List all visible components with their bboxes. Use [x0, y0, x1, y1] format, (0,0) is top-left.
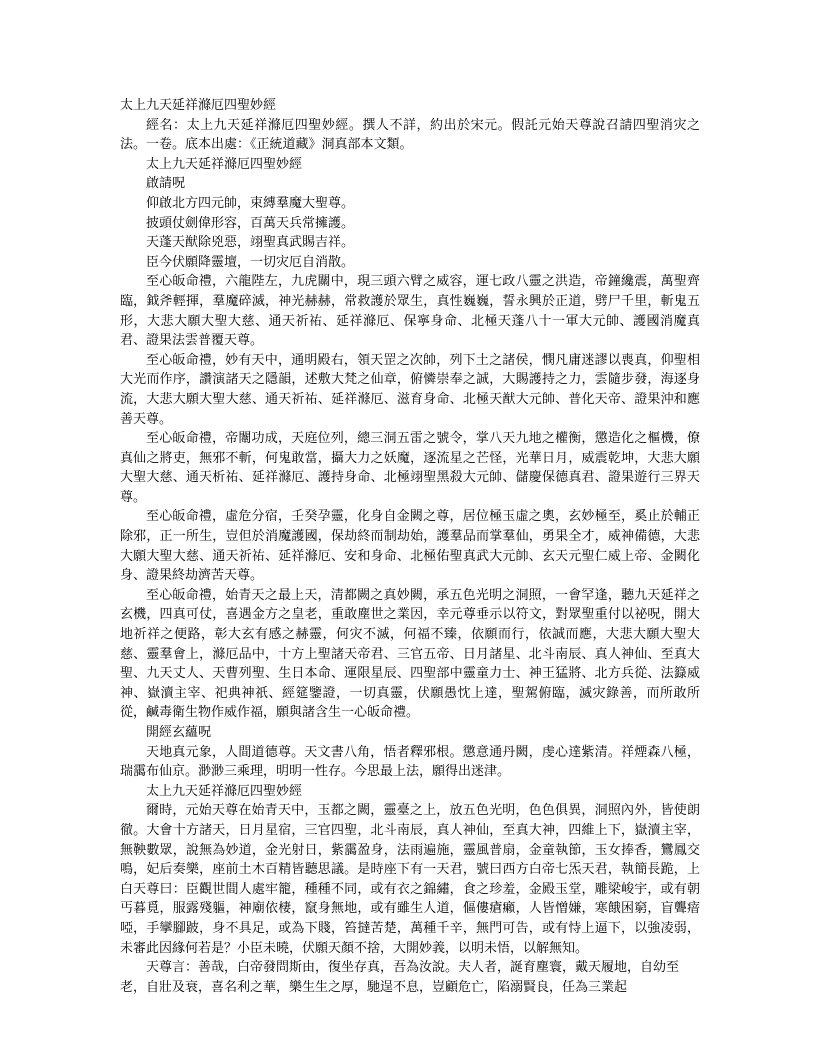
invocation-verse-line-3: 天蓬天猷除兇惡，翊聖真武賜吉祥。 [146, 235, 355, 251]
invocation-verse-line-4: 臣今伏願降靈壇，一切灾厄自消散。 [146, 254, 355, 270]
homage-paragraph-2: 至心皈命禮，妙有天中，通明殿右，領天罡之次帥，列下土之諸侯，憫凡庸迷謬以喪真，仰聖相大光而作序，讚演諸天之隱韻，述敷大梵之仙章，俯憐崇奉之誠，大賜護持之力，雲隨步發，海逐身流，大悲大願大聖大慈、通天祈祐、延祥滌厄、滋育身命、北極天猷大元帥、普化天帝、證果沖和應善天尊。 [120, 352, 700, 427]
heading-main: 太上九天延祥滌厄四聖妙經 [120, 98, 277, 113]
invocation-verse-line-1: 仰啟北方四元帥，束縛羣魔大聖尊。 [146, 195, 355, 211]
opening-incantation-verse: 天地真元象，人間道德尊。天文書八角，悟者釋邪根。懲意通丹闕，虔心達紫清。祥煙森八極，瑞靄布仙京。渺渺三乘理，明明一性存。今思最上法，願得出迷津。 [120, 744, 700, 780]
invocation-verse-line-2: 披頭仗劍偉形容，百萬天兵常擁護。 [146, 215, 355, 231]
body-paragraph-2: 天尊言：善哉，白帝發問斯由，復坐存真，吾為汝說。夫人者，誕育塵寰，戴天履地，自幼至老，自壯及衰，喜名利之華，樂生生之厚，馳逞不息，豈顧危亡，陷溺賢良，任為三業起 [120, 960, 680, 995]
document-body [120, 96, 700, 997]
heading-invocation: 啟請呪 [146, 176, 186, 192]
homage-paragraph-5: 至心皈命禮，始青天之最上天，清都闕之真妙闕，承五色光明之洞照，一會罕逢，聽九天延祥之玄機，四真可仗，喜遇金方之皇老，重敢塵世之業因，幸元尊垂示以符文，對眾聖重付以祕呪，開大地祈祥之便路，彰大玄有感之赫靈，何灾不滅，何福不臻，依願而行，依誠而應，大悲大願大聖大慈、靈羣會上，滌厄品中，十方上聖諸天帝君、三官五帝、日月諸星、北斗南辰、真人神仙、至真大聖、九天丈人、天曹列聖、生日本命、運限星辰、四聖部中靈童力士、神王猛將、北方兵從、法籙威神、嶽瀆主宰、祀典神祇、經筵鑒證，一切真靈，伏願愚忱上達，聖駕俯臨，滅灾錄善，而所敢所從，鹹毒衛生物作威作福，願與諸含生一心皈命禮。 [120, 587, 700, 721]
body-paragraph-1: 爾時，元始天尊在始青天中，玉都之闕，靈臺之上，放五色光明，色色俱異，洞照內外，皆使朗徹。大會十方諸天，日月星宿，三官四聖，北斗南辰，真人神仙，至真大神，四維上下，嶽瀆主宰，無鞅數眾，說無為妙道，金光射日，紫靄盈身，法雨遍施，靈風普扇，金童執節，玉女捧香，鸞鳳交鳴，妃后奏樂，座前土木百精皆聽思議。是時座下有一天君，號曰西方白帝七炁天君，執簡長跪，上白天尊曰：臣觀世間人處牢籠，種種不同，或有衣之錦繡，食之珍羞，金殿玉堂，雕梁峻宇，或有朝丐暮覓，服露殘軀，神廟依棲，竄身無地，或有雖生人道，傴僂瘡癩，人皆憎嫌，寒餓困窮，盲聾瘖啞，手攣腳跛，身不具足，或為下賤，笞撻苦楚，萬種千辛，無門可告，或有恃上逼下，以強凌弱，未審此因緣何若是？小臣未曉，伏願天顏不捨，大開妙義，以明未悟，以解無知。 [120, 803, 700, 956]
homage-paragraph-4: 至心皈命禮，虛危分宿，壬癸孕靈，化身自金闕之尊，居位極玉虛之奧，玄妙極至，奚止於輔正除邪，正一所生，豈但於消魔護國，保劫終而制劫始，護羣品而掌羣仙，勇果全才，威神備德，大悲大願大聖大慈、通天祈祐、延祥滌厄、安和身命、北極佑聖真武大元帥、玄天元聖仁威上帝、金闕化身、證果終劫濟苦天尊。 [120, 509, 700, 584]
colophon-paragraph: 經名：太上九天延祥滌厄四聖妙經。撰人不詳，約出於宋元。假託元始天尊說召請四聖消灾之法。一卷。底本出處：《正統道藏》洞真部本文類。 [120, 117, 700, 153]
homage-paragraph-3: 至心皈命禮，帝闈功成，天庭位列，總三洞五雷之號令，掌八天九地之權衡，懲造化之樞機，僚真仙之將吏，無邪不斬，何鬼敢當，攝大力之妖魔，逐流星之芒怪，光華日月，威震乾坤，大悲大願大聖大慈、通天析祐、延祥滌厄、護持身命、北極翊聖黑殺大元帥、儲慶保德真君、證果遊行三界天尊。 [120, 431, 700, 505]
heading-opening-incantation: 開經玄蘊呪 [146, 725, 212, 740]
homage-paragraph-1: 至心皈命禮，六龍陛左，九虎關中，現三頭六臂之威容，運七政八靈之洪造，帝鐘纔震，萬聖齊臨，鉞斧輕揮，羣魔碎滅，神光赫赫，常救護於眾生，真性巍巍，誓永興於正道，劈尸千里，斬鬼五形，大悲大願大聖大慈、通天祈祐、延祥滌厄、保寧身命、北極天蓬八十一軍大元帥、護國消魔真君、證果法雲普覆天尊。 [120, 274, 700, 349]
heading-scripture-first: 太上九天延祥滌厄四聖妙經 [146, 156, 303, 172]
heading-scripture-second: 太上九天延祥滌厄四聖妙經 [146, 783, 303, 799]
